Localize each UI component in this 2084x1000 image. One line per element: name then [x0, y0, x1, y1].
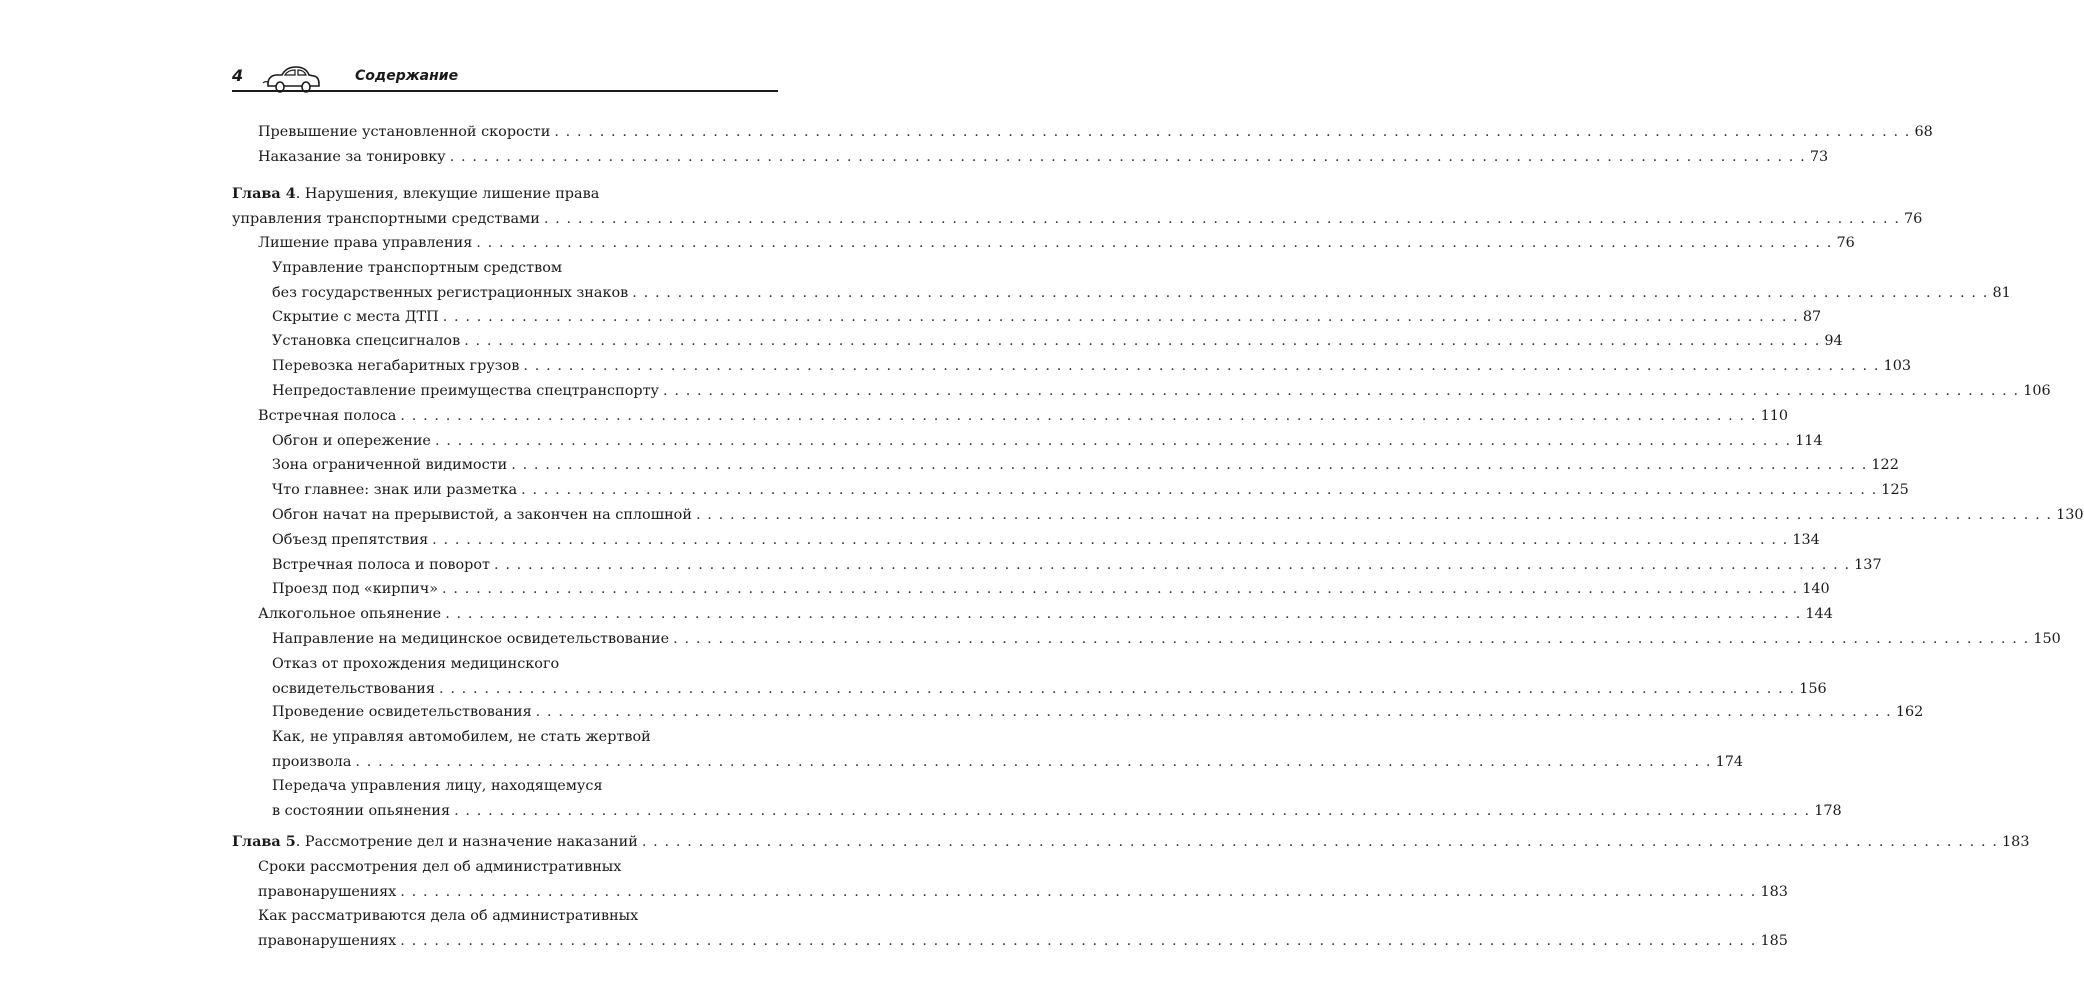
toc-entry-line: [272, 799, 1842, 824]
toc-entry-title: Встречная полоса и поворот: [272, 557, 490, 573]
toc-entry-line: [272, 354, 1912, 379]
toc-entry[interactable]: [232, 528, 1820, 553]
dot-leader: . . . . . . . . . . . . . . . . . . . . . . . . . . . . . . . . . . . . . . . . . . . . . . . . . . . . . . . . . . . . . . . . . . . . . . . . . . . . . . . . . . . . . . . . . . . . . . . . . . . . . . . . . . . . . . . . . . . . . . . .: [400, 932, 1757, 949]
toc-entry-title: Наказание за тонировку: [258, 149, 446, 165]
toc-entry-line: [272, 700, 1924, 725]
toc-page-number: 106: [2023, 383, 2051, 399]
toc-entry[interactable]: [232, 182, 1923, 231]
toc-entry-line: [272, 553, 1882, 578]
dot-leader: . . . . . . . . . . . . . . . . . . . . . . . . . . . . . . . . . . . . . . . . . . . . . . . . . . . . . . . . . . . . . . . . . . . . . . . . . . . . . . . . . . . . . . . . . . . . . . . . . . . . . . . . . . . . . . . . . . . . . . . .: [464, 333, 1821, 349]
toc-page-number: 103: [1883, 358, 1912, 374]
toc-page-number: 183: [1760, 883, 1788, 900]
dot-leader: . . . . . . . . . . . . . . . . . . . . . . . . . . . . . . . . . . . . . . . . . . . . . . . . . . . . . . . . . . . . . . . . . . . . . . . . . . . . . . . . . . . . . . . . . . . . . . . . . . . . . . . . . . . . . . . . . . . . . . . .: [454, 802, 1811, 819]
toc-entry-line: [272, 750, 1744, 775]
dot-leader: . . . . . . . . . . . . . . . . . . . . . . . . . . . . . . . . . . . . . . . . . . . . . . . . . . . . . . . . . . . . . . . . . . . . . . . . . . . . . . . . . . . . . . . . . . . . . . . . . . . . . . . . . . . . . . . . . . . . . . . .: [493, 557, 1851, 573]
toc-entry-title-line: Управление транспортным средством: [272, 260, 563, 276]
dot-leader: . . . . . . . . . . . . . . . . . . . . . . . . . . . . . . . . . . . . . . . . . . . . . . . . . . . . . . . . . . . . . . . . . . . . . . . . . . . . . . . . . . . . . . . . . . . . . . . . . . . . . . . . . . . . . . . . . . . . . . . .: [438, 680, 1796, 697]
toc-entry-title: Лишение права управления: [258, 235, 473, 251]
toc-page-number: 76: [1836, 235, 1855, 251]
dot-leader: . . . . . . . . . . . . . . . . . . . . . . . . . . . . . . . . . . . . . . . . . . . . . . . . . . . . . . . . . . . . . . . . . . . . . . . . . . . . . . . . . . . . . . . . . . . . . . . . . . . . . . . . . . . . . . . . . . . . . . . .: [442, 581, 1799, 597]
toc-page-number: 150: [2033, 631, 2061, 647]
toc-entry-line: [272, 281, 2011, 306]
toc-entry-title-line: Как рассматриваются дела об административных: [258, 908, 639, 924]
toc-entry[interactable]: [232, 577, 1830, 602]
dot-leader: . . . . . . . . . . . . . . . . . . . . . . . . . . . . . . . . . . . . . . . . . . . . . . . . . . . . . . . . . . . . . . . . . . . . . . . . . . . . . . . . . . . . . . . . . . . . . . . . . . . . . . . . . . . . . . . . . . . . . . . .: [476, 235, 1833, 251]
toc-entry[interactable]: [232, 652, 1827, 701]
toc-entry-title: Обгон и опережение: [272, 433, 431, 449]
dot-leader: . . . . . . . . . . . . . . . . . . . . . . . . . . . . . . . . . . . . . . . . . . . . . . . . . . . . . . . . . . . . . . . . . . . . . . . . . . . . . . . . . . . . . . . . . . . . . . . . . . . . . . . . . . . . . . . . . . . . . . . .: [434, 433, 1792, 449]
toc-entry-line: [272, 453, 1899, 478]
toc-entry-line: [272, 329, 1843, 354]
toc-entry-title: Что главнее: знак или разметка: [272, 482, 518, 498]
toc-entry-title-line: Отказ от прохождения медицинского: [272, 656, 560, 672]
toc-entry-line: [258, 145, 1829, 170]
dot-leader: . . . . . . . . . . . . . . . . . . . . . . . . . . . . . . . . . . . . . . . . . . . . . . . . . . . . . . . . . . . . . . . . . . . . . . . . . . . . . . . . . . . . . . . . . . . . . . . . . . . . . . . . . . . . . . . . . . . . . . . .: [543, 210, 1901, 227]
toc-entry-title: Проведение освидетельствования: [272, 704, 532, 720]
toc-entry[interactable]: [232, 231, 1855, 256]
dot-leader: . . . . . . . . . . . . . . . . . . . . . . . . . . . . . . . . . . . . . . . . . . . . . . . . . . . . . . . . . . . . . . . . . . . . . . . . . . . . . . . . . . . . . . . . . . . . . . . . . . . . . . . . . . . . . . . . . . . . . . . .: [695, 507, 2053, 523]
toc-page-number: 68: [1914, 124, 1933, 140]
toc-entry-line: [258, 880, 1788, 905]
toc-entry-line: [272, 528, 1820, 553]
toc-entry[interactable]: [232, 830, 2030, 855]
header-title: Содержание: [355, 68, 459, 84]
toc-entry[interactable]: [232, 602, 1833, 627]
toc-entry[interactable]: [232, 553, 1882, 578]
toc-entry-line: [258, 120, 1933, 145]
toc-entry-line: [232, 207, 1923, 232]
toc-page-number: 87: [1802, 309, 1822, 325]
toc-entry[interactable]: [232, 256, 2011, 305]
toc-page-number: 134: [1792, 532, 1820, 548]
toc-page-number: 73: [1809, 149, 1829, 165]
toc-entry-title: Глава 5. Рассмотрение дел и назначение наказаний: [232, 833, 638, 850]
toc-entry[interactable]: [232, 453, 1899, 478]
toc-page-number: 81: [1992, 284, 2011, 301]
dot-leader: . . . . . . . . . . . . . . . . . . . . . . . . . . . . . . . . . . . . . . . . . . . . . . . . . . . . . . . . . . . . . . . . . . . . . . . . . . . . . . . . . . . . . . . . . . . . . . . . . . . . . . . . . . . . . . . . . . . . . . . .: [442, 309, 1799, 325]
dot-leader: . . . . . . . . . . . . . . . . . . . . . . . . . . . . . . . . . . . . . . . . . . . . . . . . . . . . . . . . . . . . . . . . . . . . . . . . . . . . . . . . . . . . . . . . . . . . . . . . . . . . . . . . . . . . . . . . . . . . . . . .: [511, 457, 1868, 473]
toc-entry-title: Встречная полоса: [258, 408, 397, 424]
toc-entry[interactable]: [232, 120, 1933, 145]
toc-entry-line: [258, 602, 1833, 627]
running-header: [232, 62, 778, 98]
toc-entry-line: [258, 404, 1789, 429]
toc-entry-title: Зона ограниченной видимости: [272, 457, 508, 473]
header-rule: [232, 90, 778, 92]
toc-entry-line: [272, 677, 1827, 702]
dot-leader: . . . . . . . . . . . . . . . . . . . . . . . . . . . . . . . . . . . . . . . . . . . . . . . . . . . . . . . . . . . . . . . . . . . . . . . . . . . . . . . . . . . . . . . . . . . . . . . . . . . . . . . . . . . . . . . . . . . . . . . .: [673, 631, 2030, 647]
toc-entry[interactable]: [232, 855, 1788, 904]
toc-entry-title-line: Как, не управляя автомобилем, не стать жертвой: [272, 729, 651, 745]
dot-leader: . . . . . . . . . . . . . . . . . . . . . . . . . . . . . . . . . . . . . . . . . . . . . . . . . . . . . . . . . . . . . . . . . . . . . . . . . . . . . . . . . . . . . . . . . . . . . . . . . . . . . . . . . . . . . . . . . . . . . . . .: [663, 383, 2020, 399]
toc-entry-title: Обгон начат на прерывистой, а закончен на сплошной: [272, 507, 692, 523]
toc-entry-title-line: Глава 4. Нарушения, влекущие лишение права: [232, 185, 600, 202]
dot-leader: . . . . . . . . . . . . . . . . . . . . . . . . . . . . . . . . . . . . . . . . . . . . . . . . . . . . . . . . . . . . . . . . . . . . . . . . . . . . . . . . . . . . . . . . . . . . . . . . . . . . . . . . . . . . . . . . . . . . . . . .: [523, 358, 1880, 374]
toc-entry-title: освидетельствования: [272, 680, 435, 697]
dot-leader: . . . . . . . . . . . . . . . . . . . . . . . . . . . . . . . . . . . . . . . . . . . . . . . . . . . . . . . . . . . . . . . . . . . . . . . . . . . . . . . . . . . . . . . . . . . . . . . . . . . . . . . . . . . . . . . . . . . . . . . .: [355, 753, 1712, 770]
toc-page-number: 110: [1760, 408, 1789, 424]
toc-page-number: 183: [2002, 834, 2030, 850]
toc-entry[interactable]: [232, 354, 1912, 379]
toc-entry[interactable]: [232, 305, 1822, 330]
toc-entry[interactable]: [232, 904, 1788, 953]
toc-page-number: 125: [1881, 482, 1909, 498]
toc-entry-line: [272, 627, 2061, 652]
toc-page-number: 76: [1904, 210, 1923, 227]
dot-leader: . . . . . . . . . . . . . . . . . . . . . . . . . . . . . . . . . . . . . . . . . . . . . . . . . . . . . . . . . . . . . . . . . . . . . . . . . . . . . . . . . . . . . . . . . . . . . . . . . . . . . . . . . . . . . . . . . . . . . . . .: [445, 606, 1802, 622]
toc-entry-title-line: Сроки рассмотрения дел об административных: [258, 859, 622, 875]
toc-entry-title: правонарушениях: [258, 932, 397, 949]
toc-entry-line: [272, 379, 2051, 404]
toc-page-number: 174: [1715, 753, 1744, 770]
toc-page-number: 178: [1814, 802, 1842, 819]
dot-leader: . . . . . . . . . . . . . . . . . . . . . . . . . . . . . . . . . . . . . . . . . . . . . . . . . . . . . . . . . . . . . . . . . . . . . . . . . . . . . . . . . . . . . . . . . . . . . . . . . . . . . . . . . . . . . . . . . . . . . . . .: [632, 284, 1989, 301]
toc-entry[interactable]: [232, 429, 1823, 454]
toc-entry[interactable]: [232, 478, 1909, 503]
toc-page-number: 122: [1871, 457, 1899, 473]
dot-leader: . . . . . . . . . . . . . . . . . . . . . . . . . . . . . . . . . . . . . . . . . . . . . . . . . . . . . . . . . . . . . . . . . . . . . . . . . . . . . . . . . . . . . . . . . . . . . . . . . . . . . . . . . . . . . . . . . . . . . . . .: [641, 834, 1999, 850]
toc-entry-title: управления транспортными средствами: [232, 210, 540, 227]
toc-entry-title: Проезд под «кирпич»: [272, 581, 439, 597]
toc-entry-title: Алкогольное опьянение: [258, 606, 442, 622]
dot-leader: . . . . . . . . . . . . . . . . . . . . . . . . . . . . . . . . . . . . . . . . . . . . . . . . . . . . . . . . . . . . . . . . . . . . . . . . . . . . . . . . . . . . . . . . . . . . . . . . . . . . . . . . . . . . . . . . . . . . . . . .: [521, 482, 1878, 498]
dot-leader: . . . . . . . . . . . . . . . . . . . . . . . . . . . . . . . . . . . . . . . . . . . . . . . . . . . . . . . . . . . . . . . . . . . . . . . . . . . . . . . . . . . . . . . . . . . . . . . . . . . . . . . . . . . . . . . . . . . . . . . .: [400, 883, 1757, 900]
toc-entry[interactable]: [232, 329, 1843, 354]
dot-leader: . . . . . . . . . . . . . . . . . . . . . . . . . . . . . . . . . . . . . . . . . . . . . . . . . . . . . . . . . . . . . . . . . . . . . . . . . . . . . . . . . . . . . . . . . . . . . . . . . . . . . . . . . . . . . . . . . . . . . . . .: [554, 124, 1911, 140]
dot-leader: . . . . . . . . . . . . . . . . . . . . . . . . . . . . . . . . . . . . . . . . . . . . . . . . . . . . . . . . . . . . . . . . . . . . . . . . . . . . . . . . . . . . . . . . . . . . . . . . . . . . . . . . . . . . . . . . . . . . . . . .: [400, 408, 1757, 424]
toc-entry-line: [272, 305, 1822, 330]
toc-entry[interactable]: [232, 627, 2061, 652]
toc-entry-line: [272, 429, 1823, 454]
toc-page-number: 130: [2056, 507, 2084, 523]
toc-page-number: 114: [1795, 433, 1823, 449]
toc-entry-line: [258, 231, 1855, 256]
dot-leader: . . . . . . . . . . . . . . . . . . . . . . . . . . . . . . . . . . . . . . . . . . . . . . . . . . . . . . . . . . . . . . . . . . . . . . . . . . . . . . . . . . . . . . . . . . . . . . . . . . . . . . . . . . . . . . . . . . . . . . . .: [535, 704, 1892, 720]
dot-leader: . . . . . . . . . . . . . . . . . . . . . . . . . . . . . . . . . . . . . . . . . . . . . . . . . . . . . . . . . . . . . . . . . . . . . . . . . . . . . . . . . . . . . . . . . . . . . . . . . . . . . . . . . . . . . . . . . . . . . . . .: [432, 532, 1789, 548]
toc-entry[interactable]: [232, 725, 1744, 774]
toc-entry-line: [272, 577, 1830, 602]
toc-entry-title: Превышение установленной скорости: [258, 124, 551, 140]
toc-entry-line: [232, 830, 2030, 855]
toc-entry-title: в состоянии опьянения: [272, 802, 451, 819]
toc-page-number: 162: [1895, 704, 1924, 720]
toc-page-number: 185: [1760, 932, 1788, 949]
toc-entry-line: [258, 929, 1788, 954]
toc-entry[interactable]: [232, 774, 1842, 823]
toc-entry[interactable]: [232, 700, 1924, 725]
page-number: 4: [232, 66, 244, 85]
toc-page-number: 156: [1799, 680, 1827, 697]
toc-entry-title: Непредоставление преимущества спецтранспорту: [272, 383, 660, 399]
toc-entry[interactable]: [232, 404, 1789, 429]
dot-leader: . . . . . . . . . . . . . . . . . . . . . . . . . . . . . . . . . . . . . . . . . . . . . . . . . . . . . . . . . . . . . . . . . . . . . . . . . . . . . . . . . . . . . . . . . . . . . . . . . . . . . . . . . . . . . . . . . . . . . . . .: [449, 149, 1806, 165]
toc-entry-title-line: Передача управления лицу, находящемуся: [272, 778, 603, 794]
toc-entry-line: [272, 503, 2084, 528]
toc-entry-line: [272, 478, 1909, 503]
toc-page-number: 140: [1802, 581, 1830, 597]
toc-entry-title: Перевозка негабаритных грузов: [272, 358, 520, 374]
toc-entry[interactable]: [232, 379, 2051, 404]
toc-page-number: 137: [1854, 557, 1882, 573]
toc-page-number: 94: [1824, 333, 1843, 349]
toc-entry-title: Направление на медицинское освидетельствование: [272, 631, 670, 647]
toc-entry-title: Установка спецсигналов: [272, 333, 461, 349]
toc-entry-title: произвола: [272, 753, 352, 770]
toc-entry-title: правонарушениях: [258, 883, 397, 900]
toc-entry[interactable]: [232, 145, 1829, 170]
toc-entry-title: Объезд препятствия: [272, 532, 429, 548]
toc-page-number: 144: [1805, 606, 1833, 622]
toc-entry-title: без государственных регистрационных знаков: [272, 284, 629, 301]
toc-entry-title: Скрытие с места ДТП: [272, 309, 439, 325]
toc-entry[interactable]: [232, 503, 2084, 528]
